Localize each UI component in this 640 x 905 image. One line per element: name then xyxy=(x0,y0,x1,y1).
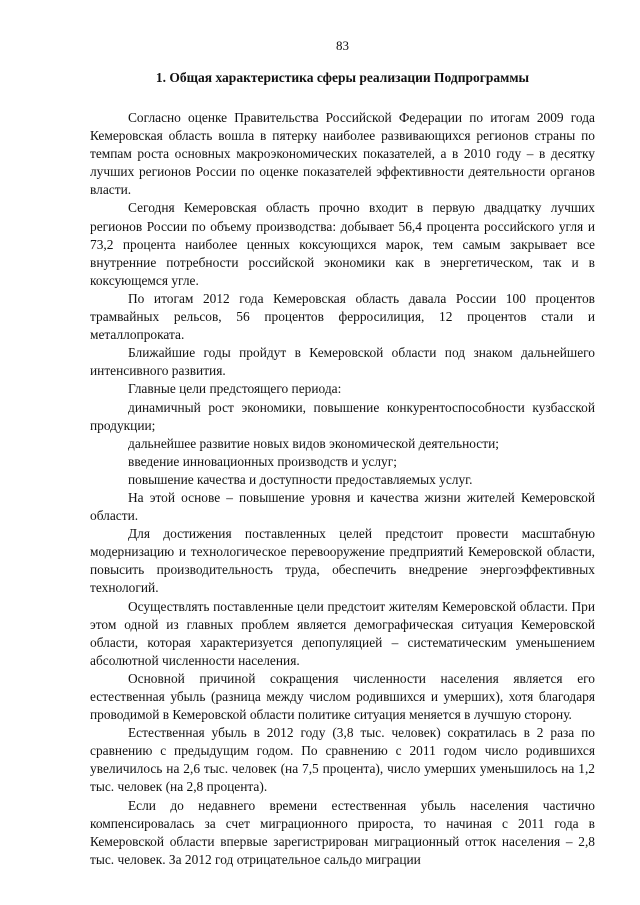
list-item: динамичный рост экономики, повышение конкурентоспособности кузбасской продукции; xyxy=(90,399,595,433)
paragraph: Осуществлять поставленные цели предстоит жителям Кемеровской области. При этом одной из главных проблем является демографическая ситуация Кемеровской области, которая характеризуется депопуляцией – систематическим уменьшением абсолютной численности населения. xyxy=(90,598,595,668)
paragraph: Основной причиной сокращения численности населения является его естественная убыль (разница между числом родившихся и умерших), хотя благодаря проводимой в Кемеровской области политике ситуация меняется в лучшую сторону. xyxy=(90,670,595,723)
body-text xyxy=(90,109,595,869)
list-item: повышение качества и доступности предоставляемых услуг. xyxy=(128,471,473,487)
paragraph: Естественная убыль в 2012 году (3,8 тыс. человек) сократилась в 2 раза по сравнению с предыдущим годом. По сравнению с 2011 годом число родившихся увеличилось на 2,6 тыс. человек (на 7,5 процента), число умерших уменьшилось на 1,2 тыс. человек (на 2,8 процента). xyxy=(90,725,595,795)
document-page xyxy=(90,38,595,869)
paragraph: Ближайшие годы пройдут в Кемеровской области под знаком дальнейшего интенсивного развития. xyxy=(90,345,595,379)
section-heading: 1. Общая характеристика сферы реализации Подпрограммы xyxy=(155,70,530,85)
list-item: введение инновационных производств и услуг; xyxy=(128,453,397,469)
paragraph: Согласно оценке Правительства Российской Федерации по итогам 2009 года Кемеровская область вошла в пятерку наиболее развивающихся регионов страны по темпам роста основных макроэкономических показателей, а в 2010 году – в десятку лучших регионов России по оценке показателей эффективности деятельности органов власти. xyxy=(90,110,595,198)
paragraph: Сегодня Кемеровская область прочно входит в первую двадцатку лучших регионов России по объему производства: добывает 56,4 процента российского угля и 73,2 процента наиболее ценных коксующихся марок, тем самым закрывает все внутренние потребности российской экономики как в энергетическом, так и в коксующемся угле. xyxy=(90,200,595,288)
paragraph: На этой основе – повышение уровня и качества жизни жителей Кемеровской области. xyxy=(90,489,595,524)
paragraph: Главные цели предстоящего периода: xyxy=(128,381,342,397)
page-number: 83 xyxy=(336,38,349,53)
paragraph: Для достижения поставленных целей предстоит провести масштабную модернизацию и технологическое перевооружение предприятий Кемеровской области, повысить производительность труда, обеспечить внедрение энергоэффективных технологий. xyxy=(90,526,595,596)
list-item: дальнейшее развитие новых видов экономической деятельности; xyxy=(128,435,499,451)
paragraph: Если до недавнего времени естественная убыль населения частично компенсировалась за счет миграционного прироста, то начиная с 2011 года в Кемеровской области впервые зарегистрирован миграционный отток населения – 2,8 тыс. человек. За 2012 год отрицательное сальдо миграции xyxy=(90,797,595,867)
paragraph: По итогам 2012 года Кемеровская область давала России 100 процентов трамвайных рельсов, 56 процентов ферросилиция, 12 процентов стали и металлопроката. xyxy=(90,290,595,343)
